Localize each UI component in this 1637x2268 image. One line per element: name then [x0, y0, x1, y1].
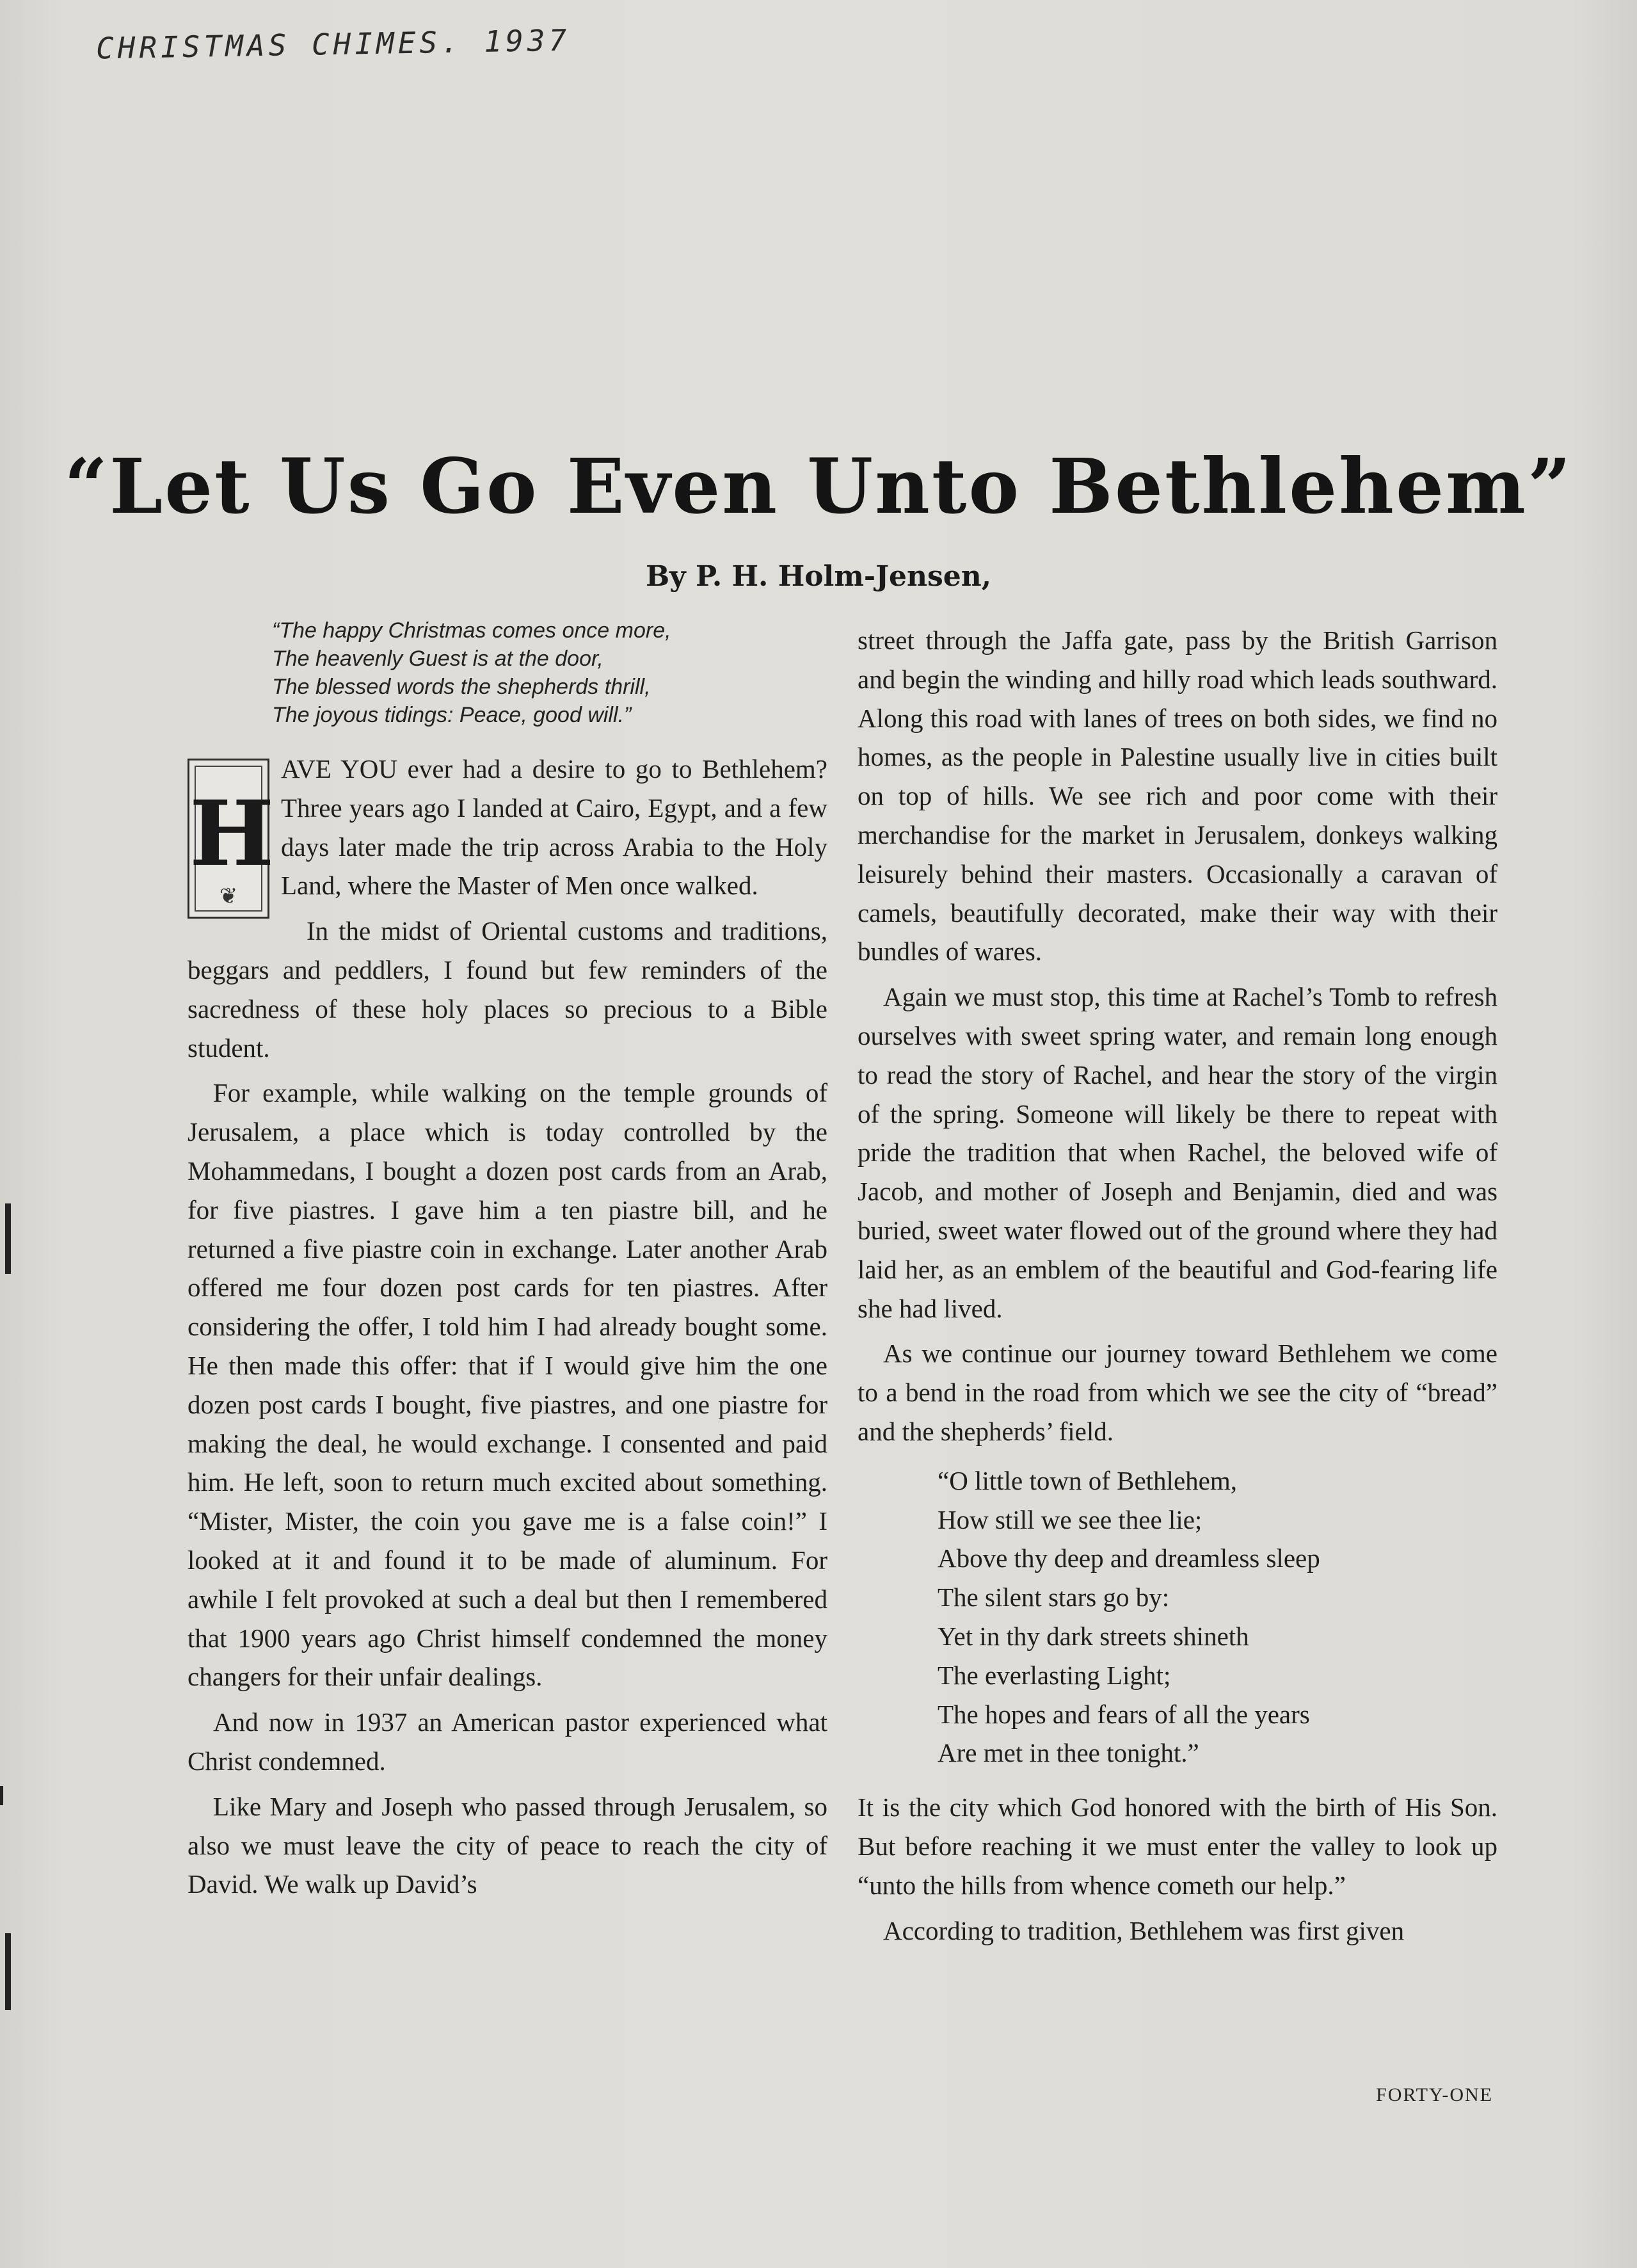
paragraph: AVE YOU ever had a desire to go to Bethlehem? Three years ago I landed at Cairo, Egypt, and a few days later made the trip across Arabia to the Holy Land, where the Master of Men once walked. — [281, 754, 827, 901]
paragraph: According to tradition, Bethlehem was first given — [883, 1915, 1405, 1945]
ornamental-drop-cap — [188, 759, 275, 919]
drop-cap-letter: H — [189, 782, 275, 887]
flourish-icon: ❦ — [219, 885, 238, 908]
article-byline: By P. H. Holm-Jensen, — [645, 560, 992, 593]
epigraph-line: The heavenly Guest is at the door, — [272, 647, 603, 671]
paragraph: For example, while walking on the temple grounds of Jerusalem, a place which is today controlled by the Mohammedans, I bought a dozen post cards from an Arab, for five piastres. I gave him a ten piastre bill, and he returned a five piastre coin in exchange. Later another Arab offered me four dozen post cards for ten piastres. After considering the offer, I told him I had already bought some. He then made this offer: that if I would give him the one dozen post cards I bought, five piastres, and one piastre for making the deal, he would exchange. I consented and paid him. He left, soon to return much excited about something. “Mister, Mister, the coin you gave me is a false coin!” I looked at it and found it to be made of aluminum. For awhile I felt provoked at such a deal but then I remembered that 1900 years ago Christ himself condemned the money changers for their unfair dealings. — [188, 1078, 827, 1692]
poem-line: The hopes and fears of all the years — [938, 1699, 1310, 1729]
paragraph: And now in 1937 an American pastor experienced what Christ condemned. — [188, 1707, 827, 1776]
paragraph: street through the Jaffa gate, pass by the British Garrison and begin the winding and hilly road which leads southward. Along this road with lanes of trees on both sides, we find no homes, as the people in Palestine usually live in cities built on top of hills. We see rich and poor come with their merchandise for the market in Jerusalem, donkeys walking leisurely behind their masters. Occasionally a caravan of camels, beautifully decorated, make their way with their bundles of wares. — [858, 625, 1497, 967]
poem-line: How still we see thee lie; — [938, 1504, 1202, 1534]
paragraph: As we continue our journey toward Bethlehem we come to a bend in the road from which we see the city of “bread” and the shepherds’ field. — [858, 1339, 1497, 1446]
left-column — [188, 750, 827, 1910]
epigraph-line: The joyous tidings: Peace, good will.” — [272, 703, 632, 727]
handwritten-header-note: CHRISTMAS CHIMES. 1937 — [95, 22, 571, 66]
epigraph-verse — [272, 616, 671, 729]
binding-mark — [0, 1786, 3, 1805]
paragraph: It is the city which God honored with the birth of His Son. But before reaching it we must enter the valley to look up “unto the hills from whence cometh our help.” — [858, 1792, 1497, 1900]
poem-line: Yet in thy dark streets shineth — [938, 1621, 1249, 1651]
poem-quote — [938, 1461, 1497, 1773]
right-column — [858, 621, 1497, 1956]
page-number: FORTY-ONE — [1376, 2084, 1493, 2105]
poem-line: Are met in thee tonight.” — [938, 1738, 1199, 1768]
paragraph: Like Mary and Joseph who passed through Jerusalem, so also we must leave the city of peace to reach the city of David. We walk up David’s — [188, 1791, 827, 1899]
poem-line: The everlasting Light; — [938, 1660, 1171, 1690]
binding-mark — [5, 1203, 11, 1274]
poem-line: Above thy deep and dreamless sleep — [938, 1543, 1320, 1573]
epigraph-line: “The happy Christmas comes once more, — [272, 618, 671, 643]
epigraph-line: The blessed words the shepherds thrill, — [272, 675, 651, 699]
paragraph: Again we must stop, this time at Rachel’s Tomb to refresh ourselves with sweet spring water, and remain long enough to read the story of Rachel, and hear the story of the virgin of the spring. Someone will likely be there to repeat with pride the tradition that when Rachel, the beloved wife of Jacob, and mother of Joseph and Benjamin, died and was buried, sweet water flowed out of the ground where they had laid her, as an emblem of the beautiful and God-fearing life she had lived. — [858, 982, 1497, 1323]
paragraph: In the midst of Oriental customs and traditions, beggars and peddlers, I found but few reminders of the sacredness of these holy places so precious to a Bible student. — [188, 916, 827, 1063]
poem-line: “O little town of Bethlehem, — [938, 1465, 1237, 1495]
poem-line: The silent stars go by: — [938, 1582, 1170, 1613]
article-title: “Let Us Go Even Unto Bethlehem” — [64, 442, 1573, 531]
binding-mark — [5, 1933, 11, 2010]
